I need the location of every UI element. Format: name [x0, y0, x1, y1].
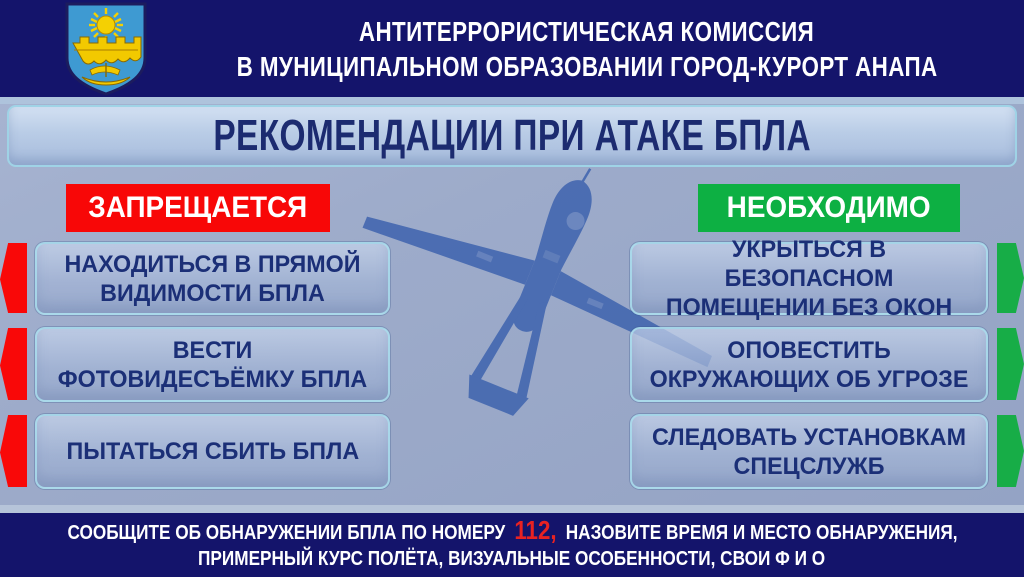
prohibited-label-text: ЗАПРЕЩАЕТСЯ [88, 191, 308, 224]
page-title [7, 105, 1017, 167]
required-item-2-text: ОПОВЕСТИТЬ ОКРУЖАЮЩИХ ОБ УГРОЗЕ [649, 336, 969, 393]
header-divider [0, 97, 1024, 104]
green-chevron-icon [997, 328, 1024, 400]
prohibited-label [66, 184, 330, 232]
header-line1: АНТИТЕРРОРИСТИЧЕСКАЯ КОМИССИЯ [359, 15, 815, 47]
required-label [698, 184, 960, 232]
red-chevron-icon [0, 243, 27, 313]
footer-bar [0, 513, 1024, 577]
footer-divider [0, 505, 1024, 513]
page-title-text: РЕКОМЕНДАЦИИ ПРИ АТАКЕ БПЛА [213, 111, 811, 160]
prohibited-item-1-text: НАХОДИТЬСЯ В ПРЯМОЙ ВИДИМОСТИ БПЛА [64, 250, 361, 307]
required-item-2 [630, 327, 988, 402]
required-item-1 [630, 236, 988, 321]
emergency-number: 112, [513, 515, 557, 545]
red-chevron-icon [0, 328, 27, 400]
required-item-3 [630, 414, 988, 489]
prohibited-item-2 [35, 327, 390, 402]
footer-line2: ПРИМЕРНЫЙ КУРС ПОЛЁТА, ВИЗУАЛЬНЫЕ ОСОБЕННОСТИ, СВОИ Ф И О [198, 548, 826, 570]
header-bar [0, 0, 1024, 97]
prohibited-item-3 [35, 414, 390, 489]
anapa-coat-of-arms-icon [62, 1, 150, 96]
prohibited-item-2-text: ВЕСТИ ФОТОВИДЕСЪЁМКУ БПЛА [57, 336, 368, 393]
required-label-text: НЕОБХОДИМО [727, 191, 931, 224]
footer-line1 [66, 515, 958, 546]
footer-line1-after: НАЗОВИТЕ ВРЕМЯ И МЕСТО ОБНАРУЖЕНИЯ, [565, 522, 958, 544]
prohibited-item-1 [35, 242, 390, 315]
required-item-3-text: СЛЕДОВАТЬ УСТАНОВКАМ СПЕЦСЛУЖБ [652, 423, 966, 480]
green-chevron-icon [997, 415, 1024, 487]
footer-line1-before: СООБЩИТЕ ОБ ОБНАРУЖЕНИИ БПЛА ПО НОМЕРУ [66, 522, 505, 544]
header-line2: В МУНИЦИПАЛЬНОМ ОБРАЗОВАНИИ ГОРОД-КУРОРТ АНАПА [236, 50, 938, 82]
green-chevron-icon [997, 243, 1024, 313]
prohibited-item-3-text: ПЫТАТЬСЯ СБИТЬ БПЛА [66, 438, 359, 465]
header-title [160, 0, 1014, 97]
red-chevron-icon [0, 415, 27, 487]
required-item-1-text: УКРЫТЬСЯ В БЕЗОПАСНОМ ПОМЕЩЕНИИ БЕЗ ОКОН [665, 236, 953, 321]
